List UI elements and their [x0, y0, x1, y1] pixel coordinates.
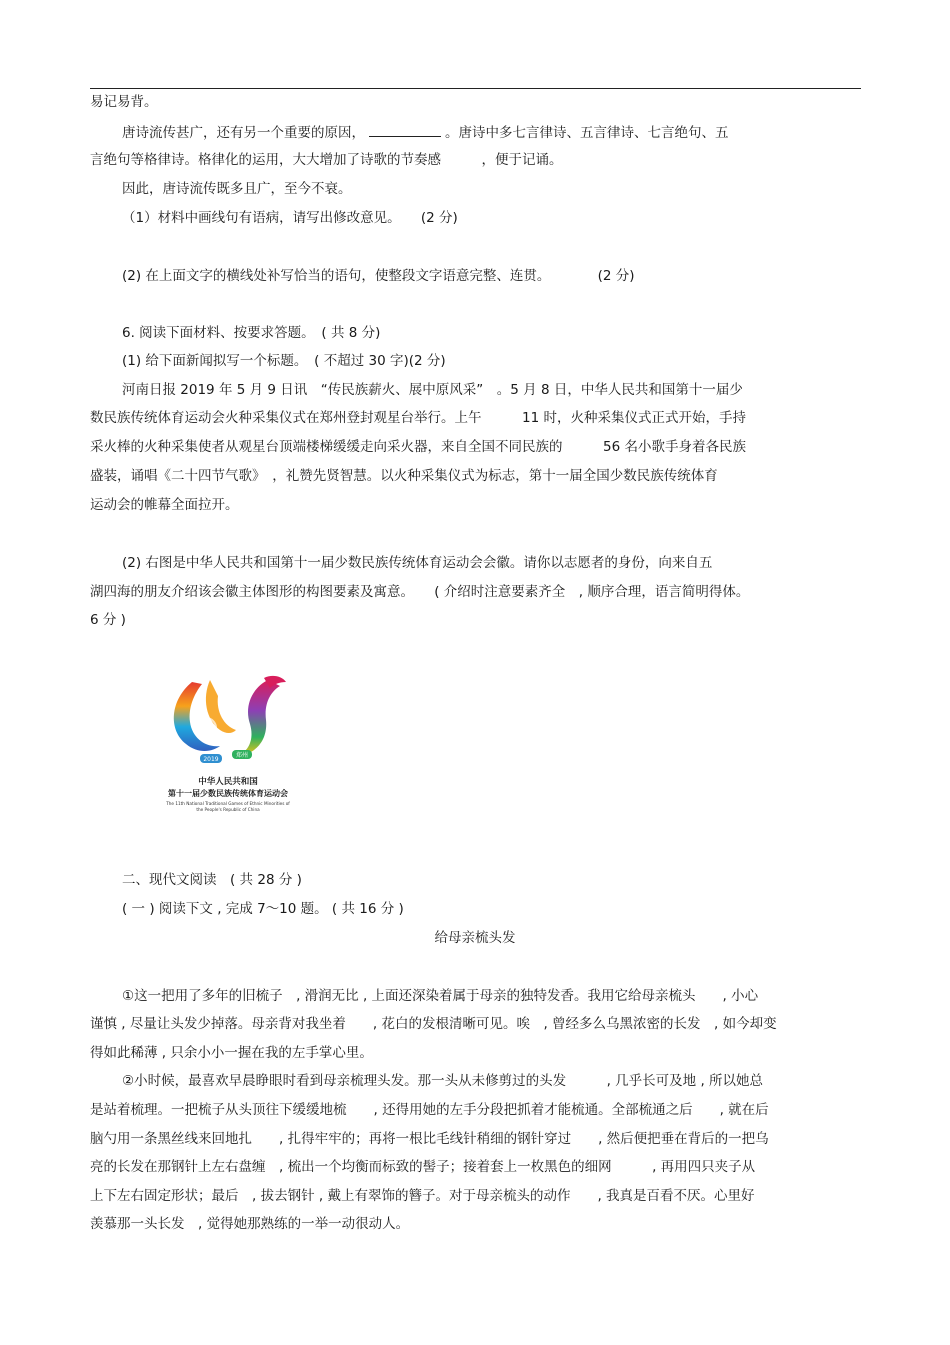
paragraph-line: ①这一把用了多年的旧梳子 , 滑润无比 , 上面还深染着属于母亲的独特发香。我用它给母亲梳头 , 小心 — [122, 988, 759, 1004]
emblem-graphic — [140, 672, 316, 820]
text-segment: 唐诗流传甚广，还有另一个重要的原因， — [122, 125, 365, 141]
paragraph-line: 亮的长发在那钢针上左右盘缠 , 梳出一个均衡而标致的髻子；接着套上一枚黑色的细网 , 再用四只夹子从 — [90, 1159, 756, 1175]
emblem-caption-3: The 11th National Traditional Games of Ethnic Minorities of — [166, 801, 290, 806]
header-rule — [90, 88, 861, 89]
paragraph-line: 羡慕那一头长发 , 觉得她那熟练的一举一动很动人。 — [90, 1216, 410, 1232]
paragraph-line: 上下左右固定形状；最后 , 拔去钢针 , 戴上有翠饰的簪子。对于母亲梳头的动作 , 我真是百看不厌。心里好 — [90, 1188, 755, 1204]
text-line: 运动会的帷幕全面拉开。 — [90, 497, 239, 513]
text-line: 河南日报 2019 年 5 月 9 日讯 “传民族薪火、展中原风采” 。5 月 8 日，中华人民共和国第十一届少 — [122, 382, 743, 398]
games-emblem — [140, 672, 316, 820]
question-line: 湖四海的朋友介绍该会徽主体图形的构图要素及寓意。 ( 介绍时注意要素齐全 , 顺序合理，语言简明得体。 — [90, 584, 750, 600]
emblem-caption-4: the People's Republic of China — [196, 807, 260, 812]
paragraph-line: 谨慎 , 尽量让头发少掉落。母亲背对我坐着 , 花白的发根清晰可见。唉 , 曾经多么乌黑浓密的长发 , 如今却变 — [90, 1016, 777, 1032]
section-heading: 二、现代文阅读 ( 共 28 分 ) — [122, 872, 302, 888]
paragraph-line: 脑勺用一条黑丝线来回地扎 , 扎得牢牢的；再将一根比毛线针稍细的钢针穿过 , 然后便把垂在背后的一把乌 — [90, 1131, 769, 1147]
paragraph-line: 是站着梳理。一把梳子从头顶往下缓缓地梳 , 还得用她的左手分段把抓着才能梳通。全部梳通之后 , 就在后 — [90, 1102, 769, 1118]
question-line: 6 分 ) — [90, 612, 126, 628]
question-line: (2) 右图是中华人民共和国第十一届少数民族传统体育运动会会徽。请你以志愿者的身份，向来自五 — [122, 555, 713, 571]
text-line: 易记易背。 — [90, 94, 158, 110]
paragraph-line: ②小时候，最喜欢早晨睁眼时看到母亲梳理头发。那一头从未修剪过的头发 , 几乎长可及地 , 所以她总 — [122, 1073, 764, 1089]
text-line: 数民族传统体育运动会火种采集仪式在郑州登封观星台举行。上午 11 时，火种采集仪式正式开始，手持 — [90, 410, 746, 426]
text-line — [122, 122, 729, 143]
paragraph-line: 得如此稀薄 , 只余小小一握在我的左手掌心里。 — [90, 1045, 373, 1061]
text-line: 因此，唐诗流传既多且广，至今不衰。 — [122, 181, 352, 197]
emblem-badge-year: 2019 — [203, 756, 219, 763]
answer-blank[interactable] — [369, 122, 441, 137]
text-segment: 。唐诗中多七言律诗、五言律诗、七言绝句、五 — [445, 125, 729, 141]
question-heading: ( 一 ) 阅读下文 , 完成 7～10 题。 ( 共 16 分 ) — [122, 901, 404, 917]
text-line: 盛装，诵唱《二十四节气歌》 ，礼赞先贤智慧。以火种采集仪式为标志，第十一届全国少数民族传统体育 — [90, 468, 718, 484]
question-line: （1）材料中画线句有语病，请写出修改意见。 (2 分) — [122, 210, 458, 226]
text-line: 采火棒的火种采集使者从观星台顶端楼梯缓缓走向采火器，来自全国不同民族的 56 名小歌手身着各民族 — [90, 439, 746, 455]
question-line: (1) 给下面新闻拟写一个标题。 ( 不超过 30 字)(2 分) — [122, 353, 446, 369]
text-line: 言绝句等格律诗。格律化的运用，大大增加了诗歌的节奏感 ，便于记诵。 — [90, 152, 563, 168]
question-heading: 6. 阅读下面材料、按要求答题。 ( 共 8 分) — [122, 325, 381, 341]
emblem-caption-2: 第十一届少数民族传统体育运动会 — [168, 789, 288, 798]
article-title: 给母亲梳头发 — [434, 930, 516, 946]
emblem-badge-city: 郑州 — [235, 752, 249, 759]
emblem-caption-1: 中华人民共和国 — [198, 777, 258, 787]
question-line: (2) 在上面文字的横线处补写恰当的语句，使整段文字语意完整、连贯。 (2 分) — [122, 268, 635, 284]
